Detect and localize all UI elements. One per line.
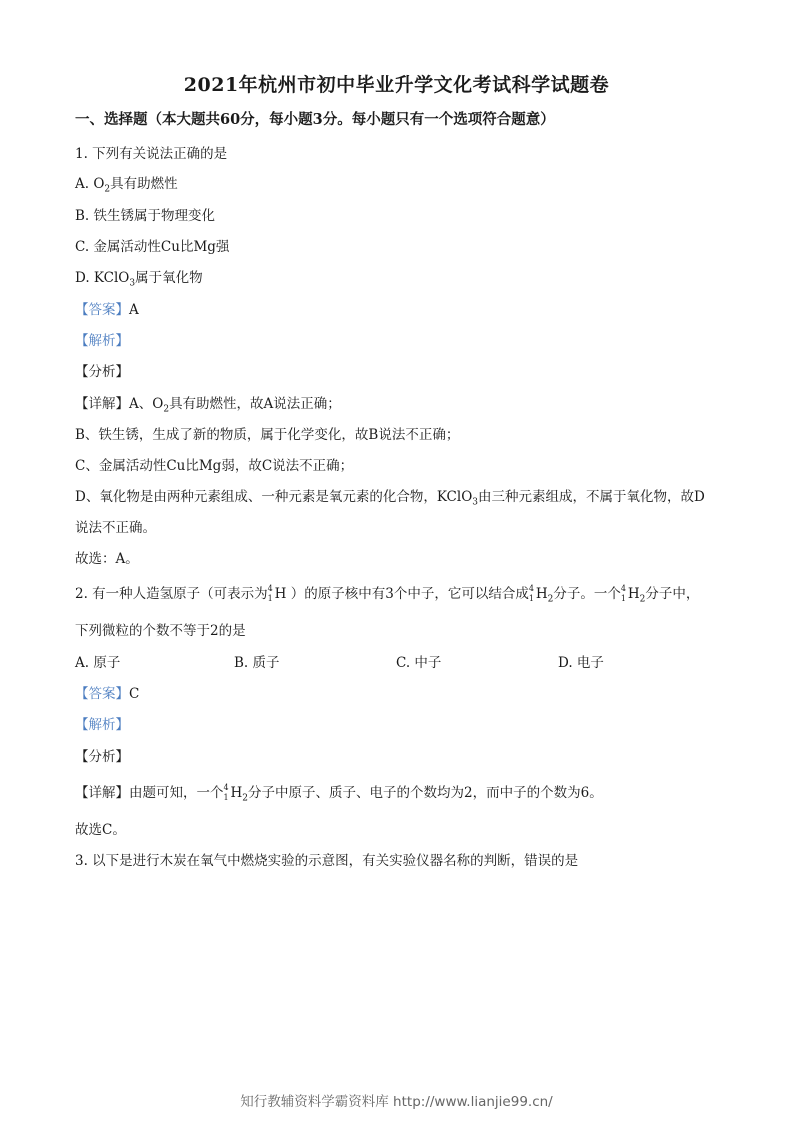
q1-option-a: A. $O_2$具有助燃性	[75, 176, 178, 195]
q1-option-d: D. KClO$_3$属于氧化物	[75, 270, 203, 289]
q2-option-a: A. 原子	[75, 655, 121, 671]
q2-stem: 2. 有一种人造氢原子（可表示为 4 1 H ）的原子核中有3个中子，它可以结合成 4 1 $H_2$分子。一个 4 1 $H_2$分子中，	[75, 583, 700, 605]
q2-choose: 故选C。	[75, 822, 126, 838]
q1-fenxi: 【分析】	[75, 364, 129, 380]
q1-detail-d: D、氧化物是由两种元素组成、一种元素是氧元素的化合物，KClO$_3$由三种元素组成，不属于氧化物，故D	[75, 489, 705, 508]
section-heading: 一、选择题（本大题共60分，每小题3分。每小题只有一个选项符合题意）	[75, 111, 555, 128]
isotope-notation: 4 1	[267, 583, 273, 603]
q1-detail-b: B、铁生锈，生成了新的物质，属于化学变化，故B说法不正确；	[75, 427, 460, 443]
q2-option-c: C. 中子	[396, 655, 442, 671]
q1-choose: 故选：A。	[75, 551, 139, 567]
q2-stem-line2: 下列微粒的个数不等于2的是	[75, 623, 246, 639]
q2-fenxi: 【分析】	[75, 749, 129, 765]
page-title: 2021年杭州市初中毕业升学文化考试科学试题卷	[183, 74, 610, 96]
q3-stem: 3. 以下是进行木炭在氧气中燃烧实验的示意图，有关实验仪器名称的判断，错误的是	[75, 853, 579, 869]
q1-answer: 【答案】A	[75, 302, 139, 318]
q1-stem: 1. 下列有关说法正确的是	[75, 146, 228, 162]
q2-detail: 【详解】由题可知，一个 4 1 $H_2$分子中原子、质子、电子的个数均为2，而中子的个数为6。	[75, 782, 603, 804]
isotope-notation: 4 1	[223, 782, 229, 802]
q1-option-c: C. 金属活动性Cu比Mg强	[75, 239, 230, 255]
q2-option-d: D. 电子	[558, 655, 604, 671]
q1-analysis-tag: 【解析】	[75, 333, 129, 349]
q1-option-b: B. 铁生锈属于物理变化	[75, 208, 216, 224]
q1-detail-d2: 说法不正确。	[75, 520, 156, 536]
q2-option-b: B. 质子	[234, 655, 280, 671]
footer-watermark: 知行教辅资料学霸资料库 http://www.lianjie99.cn/	[240, 1094, 553, 1110]
isotope-notation: 4 1	[620, 583, 626, 603]
q1-detail: 【详解】A、$O_2$具有助燃性，故A说法正确；	[75, 396, 341, 415]
q1-detail-c: C、金属活动性Cu比Mg弱，故C说法不正确；	[75, 458, 354, 474]
isotope-notation: 4 1	[528, 583, 534, 603]
q2-answer: 【答案】C	[75, 686, 140, 702]
q2-analysis-tag: 【解析】	[75, 717, 129, 733]
